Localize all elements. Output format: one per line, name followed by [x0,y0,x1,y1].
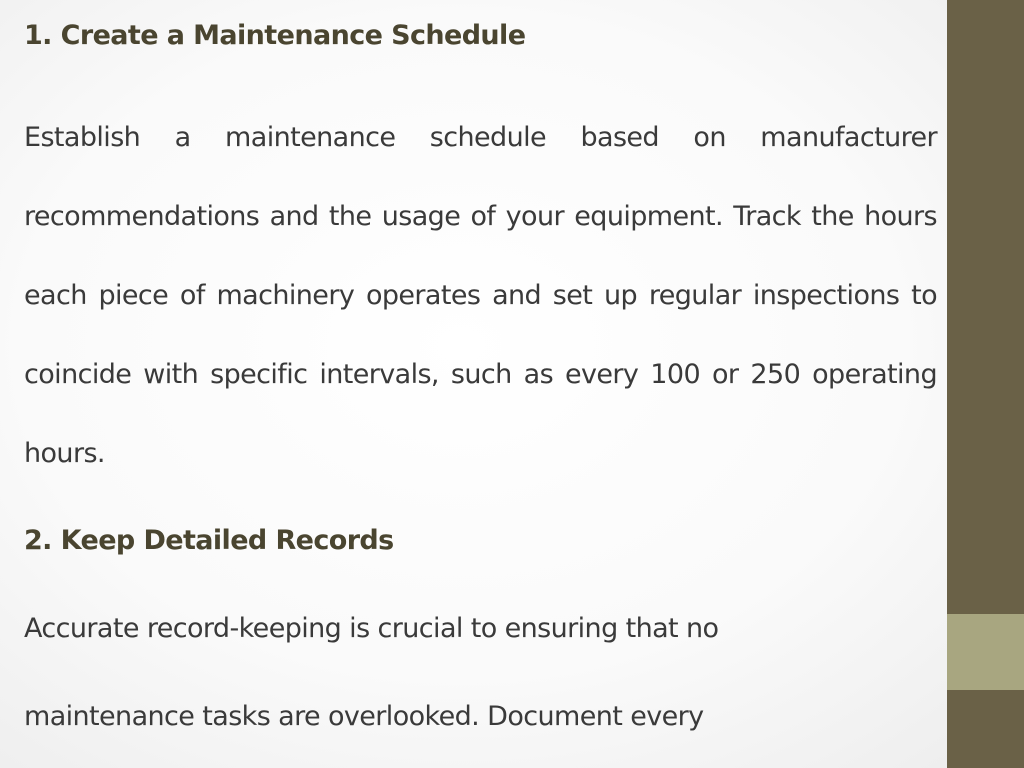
section-paragraph-maintenance-schedule: Establish a maintenance schedule based on manufacturer recommendations and the usage of your equipment. Track the hours each piece of machinery operates and set up regular inspections to coincide with specific intervals, such as every 100 or 250 operating hours. [24,122,937,469]
section-paragraph-line: maintenance tasks are overlooked. Document every [24,701,704,732]
decorative-side-bar [947,0,1024,768]
section-heading-detailed-records: 2. Keep Detailed Records [24,525,394,556]
decorative-side-bar-accent [947,614,1024,690]
section-heading-maintenance-schedule: 1. Create a Maintenance Schedule [24,20,526,51]
slide-body [24,18,937,735]
section-paragraph-line: Accurate record-keeping is crucial to ensuring that no [24,613,719,644]
